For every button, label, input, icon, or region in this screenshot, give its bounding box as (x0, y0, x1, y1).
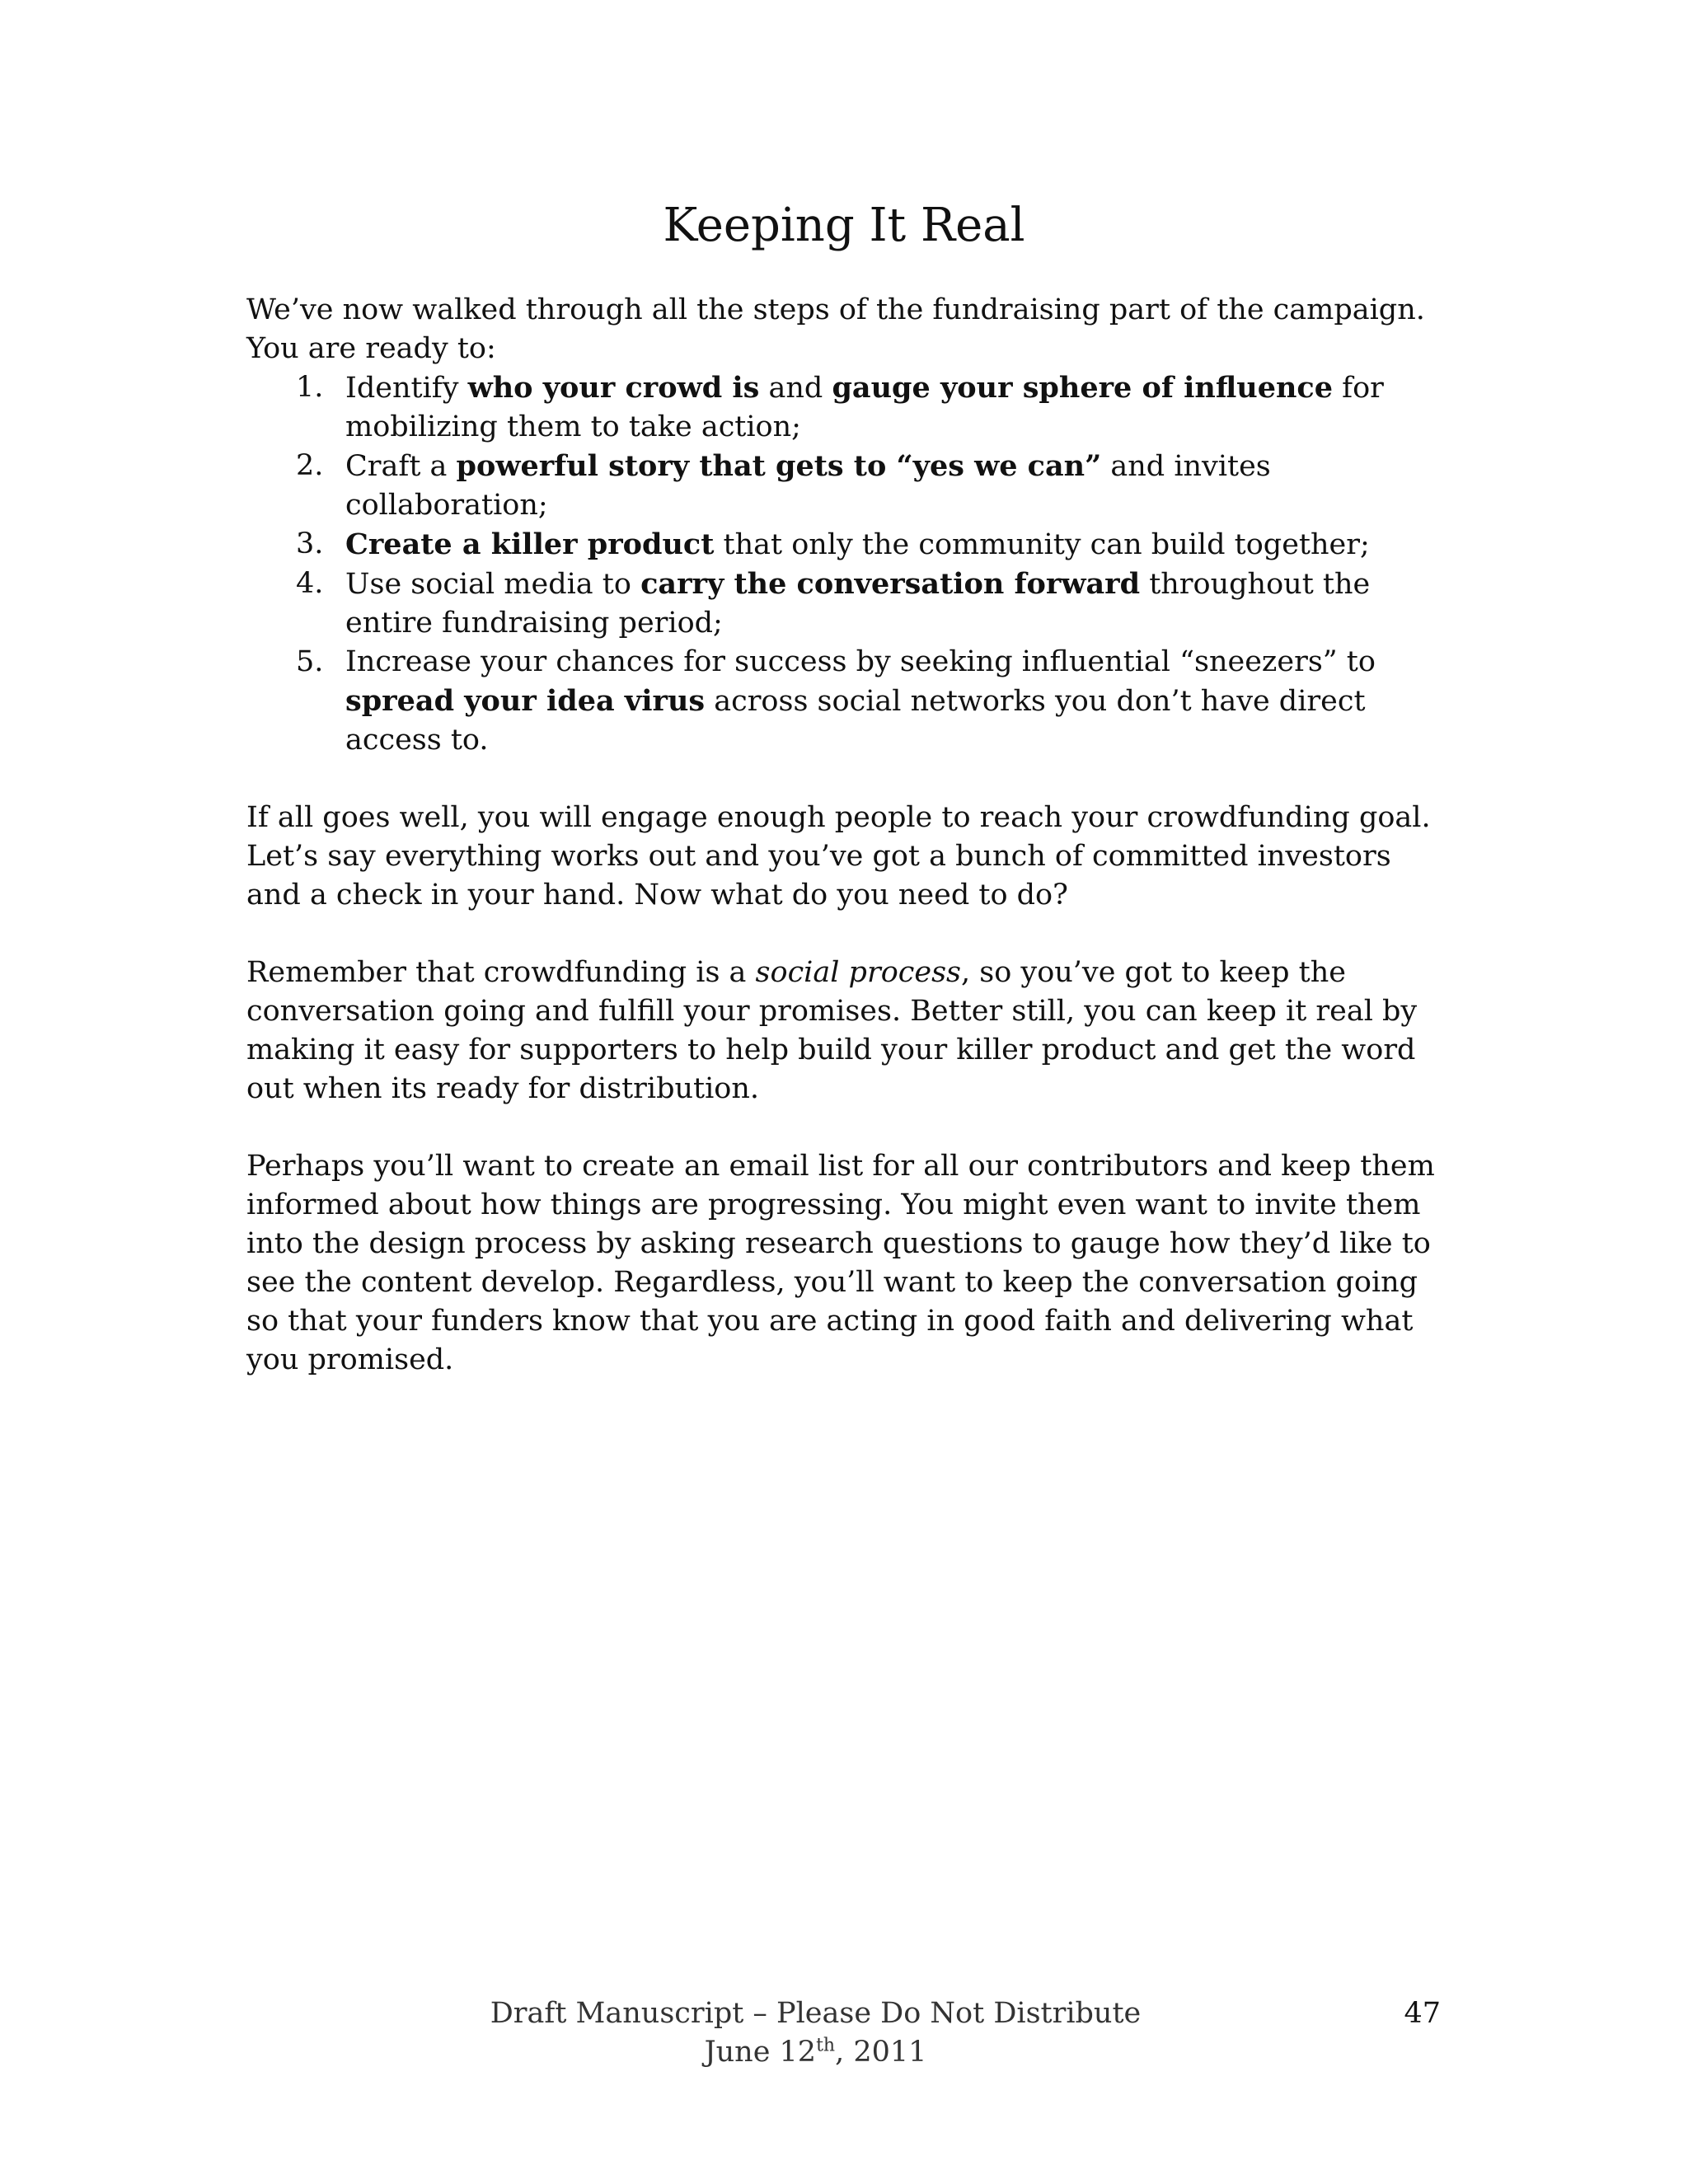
list-item-emphasis: who your crowd is (467, 371, 760, 405)
list-item-number: 4. (296, 567, 324, 600)
footer-date-prefix: June 12 (704, 2036, 817, 2069)
footer-draft-notice: Draft Manuscript – Please Do Not Distribute (490, 1997, 1142, 2030)
page-title: Keeping It Real (663, 199, 1025, 252)
list-item (296, 447, 1442, 525)
list-item-text: and (759, 372, 832, 405)
steps-list (246, 368, 1442, 760)
paragraph-outcome: If all goes well, you will engage enough people to reach your crowdfunding goal. Let’s say everything works out and you’ve got a bunch of committed investors and a check in your hand. Now what do you need to do? (246, 801, 1431, 912)
paragraph-social-process-end: , so you’ve got to keep the conversation going and fulfill your promises. Better still, you can keep it real by making it easy for supporters to help build your killer product and get the word out when its ready for distribution. (246, 956, 1418, 1105)
footer-text (0, 1994, 1631, 2072)
list-item (296, 368, 1442, 447)
list-item-emphasis: Create a killer product (345, 527, 715, 561)
page-number: 47 (1404, 1997, 1441, 2030)
body-text (246, 291, 1442, 1380)
social-process-emphasis: social process (755, 956, 962, 989)
intro-line-2: You are ready to: (246, 332, 496, 365)
list-item-number: 1. (296, 371, 324, 404)
footer-date-superscript: th (816, 2035, 836, 2056)
list-item-text: Identify (345, 372, 468, 405)
list-item (296, 565, 1442, 643)
intro-paragraph (246, 291, 1442, 368)
list-item-text: Craft a (345, 450, 457, 483)
paragraph-social-process (246, 954, 1442, 1108)
paragraph-social-process-start: Remember that crowdfunding is a (246, 956, 756, 989)
list-item-text: throughout the entire fundraising period; (345, 568, 1371, 640)
list-item-emphasis: spread your idea virus (345, 684, 706, 718)
list-item-text: Use social media to (345, 568, 641, 601)
list-item-number: 2. (296, 449, 324, 482)
footer-date (0, 2033, 1631, 2072)
list-item-number: 3. (296, 527, 324, 560)
list-item-emphasis: gauge your sphere of influence (832, 371, 1334, 405)
intro-line-1: We’ve now walked through all the steps of the fundraising part of the campaign. (246, 293, 1425, 326)
list-item (296, 525, 1442, 565)
footer-date-suffix: , 2011 (835, 2036, 927, 2069)
list-item-number: 5. (296, 645, 324, 678)
list-item-text: for mobilizing them to take action; (345, 372, 1384, 443)
list-item-text: and invites collaboration; (345, 450, 1271, 522)
paragraph-email-list: Perhaps you’ll want to create an email list for all our contributors and keep them informed about how things are progressing. You might even want to invite them into the design process by asking research questions to gauge how they’d like to see the content develop. Regardless, you’ll want to keep the conversation going so that your funders know that you are acting in good faith and delivering what you promised. (246, 1150, 1435, 1376)
list-item-emphasis: carry the conversation forward (640, 567, 1141, 601)
list-item-text: Increase your chances for success by seeking influential “sneezers” to (345, 645, 1376, 678)
list-item-text: across social networks you don’t have direct access to. (345, 685, 1366, 757)
list-item-emphasis: powerful story that gets to “yes we can” (456, 449, 1102, 483)
list-item (296, 643, 1442, 760)
list-item-text: that only the community can build together; (714, 528, 1370, 561)
